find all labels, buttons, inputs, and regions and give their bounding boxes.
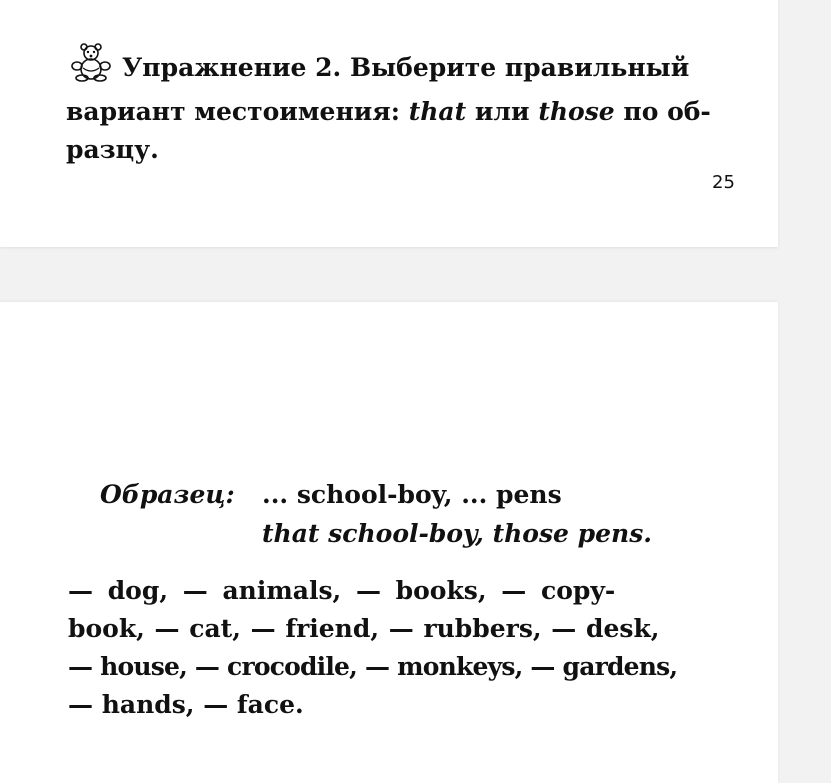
word-list-line: — hands, — face. (68, 690, 304, 719)
or-word: или (466, 97, 539, 126)
teddy-bear-icon (66, 42, 116, 93)
word-list (68, 572, 728, 724)
option-that: that (408, 97, 467, 126)
word-list-line: — dog, — animals, — books, — copy- (68, 576, 616, 605)
page-number: 25 (712, 172, 735, 193)
exercise-heading (66, 42, 738, 169)
word-list-line: — house, — crocodile, — monkeys, — gardens, (68, 652, 678, 681)
exercise-title: Упражнение 2. (122, 53, 342, 82)
sample-line-1: ... school-boy, ... pens (262, 480, 562, 509)
instruction-text-2: вариант местоимения: (66, 97, 409, 126)
instruction-text-1: Выберите правильный (341, 53, 690, 82)
sample-line-2: that school-boy, those pens. (262, 519, 652, 548)
page-bottom (0, 302, 778, 783)
option-those: those (538, 97, 615, 126)
page-top (0, 0, 778, 247)
instruction-text-3: по об- (614, 97, 711, 126)
word-list-line: book, — cat, — friend, — rubbers, — desk, (68, 614, 660, 643)
sample-label: Образец: (100, 480, 235, 509)
instruction-text-4: разцу. (66, 135, 159, 164)
